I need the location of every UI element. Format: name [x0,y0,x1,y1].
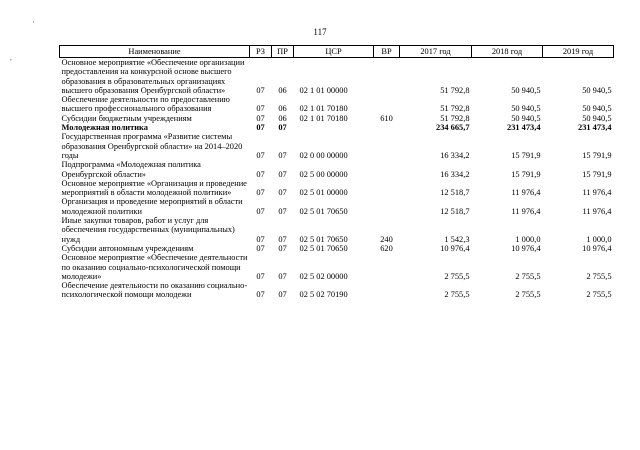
cell-2019: 15 791,9 [582,150,612,160]
page-number: 117 [313,27,327,37]
cell-csr: 02 5 01 70650 [299,234,348,244]
cell-vr [374,123,400,132]
table-row [60,95,614,114]
cell-2019: 2 755,5 [586,290,612,300]
margin-mark-left: , [10,54,12,62]
cell-vr [374,179,400,198]
cell-name: Основное мероприятие «Обеспечение организации предоставления на конкурсной основе высшего образования в образовательных организациях высшего образования Оренбургской области» [61,58,245,95]
cell-csr: 02 1 01 00000 [299,85,348,95]
cell-2018: 11 976,4 [511,188,541,198]
cell-rz: 07 [256,113,265,123]
cell-2018: 231 473,4 [507,123,541,133]
cell-name: Основное мероприятие «Организация и проведение мероприятий в области молодежной политики» [61,178,247,198]
cell-rz: 07 [256,104,265,114]
cell-pr: 06 [278,104,287,114]
cell-2018: 15 791,9 [511,169,541,179]
cell-2017: 234 665,7 [436,123,470,133]
header-2018: 2018 год [472,46,543,58]
margin-mark-top: ' [33,20,35,28]
table-row [60,216,614,244]
cell-csr: 02 0 00 00000 [299,150,348,160]
table-row [60,58,614,96]
cell-2019: 10 976,4 [582,243,612,253]
cell-rz: 07 [256,123,265,133]
cell-pr: 07 [278,271,287,281]
cell-csr: 02 5 01 70650 [299,206,348,216]
cell-2019: 2 755,5 [586,271,612,281]
header-rz: РЗ [250,46,272,58]
cell-2017: 1 542,3 [444,234,470,244]
cell-csr: 02 5 01 70650 [299,243,348,253]
cell-rz: 07 [256,85,265,95]
cell-rz: 07 [256,290,265,300]
table-row [60,244,614,253]
table-header-row [60,46,614,58]
cell-2019: 1 000,0 [586,234,612,244]
cell-pr: 07 [278,234,287,244]
cell-csr: 02 1 01 70180 [299,113,348,123]
cell-rz: 07 [256,271,265,281]
cell-rz: 07 [256,150,265,160]
cell-name: Государственная программа «Развитие системы образования Оренбургской области» на 2014–2020 годы [61,132,243,160]
cell-2019: 50 940,5 [582,113,612,123]
cell-2018: 11 976,4 [511,206,541,216]
cell-name: Молодежная политика [61,123,148,133]
cell-name: Основное мероприятие «Обеспечение деятельности по оказанию социально-психологической помощи молодежи» [61,253,248,281]
cell-2019: 15 791,9 [582,169,612,179]
table-body [60,58,614,300]
cell-2017: 16 334,2 [440,150,470,160]
cell-vr [374,160,400,179]
cell-pr: 07 [278,243,287,253]
table-row [60,160,614,179]
cell-2019: 11 976,4 [582,188,612,198]
cell-csr: 02 5 01 00000 [299,188,348,198]
cell-2019: 50 940,5 [582,104,612,114]
cell-2017: 12 518,7 [440,206,470,216]
cell-2017: 51 792,8 [440,113,470,123]
cell-vr [374,95,400,114]
table-row [60,253,614,281]
cell-2017: 51 792,8 [440,85,470,95]
cell-csr: 02 5 02 00000 [299,271,348,281]
cell-pr: 07 [278,150,287,160]
cell-2019: 11 976,4 [582,206,612,216]
cell-name: Организация и проведение мероприятий в области молодежной политики [61,197,243,216]
header-name: Наименование [60,46,250,58]
cell-2019: 231 473,4 [578,123,612,133]
table-row [60,197,614,216]
cell-vr [374,58,400,96]
header-csr: ЦСР [294,46,374,58]
cell-name: Обеспечение деятельности по оказанию социально-психологической помощи молодежи [61,281,248,300]
cell-pr: 06 [278,85,287,95]
header-2017: 2017 год [400,46,472,58]
cell-vr: 620 [380,243,393,253]
cell-2018: 50 940,5 [511,85,541,95]
budget-table [59,45,614,300]
table-row [60,179,614,198]
cell-vr: 610 [380,113,393,123]
cell-2018: 15 791,9 [511,150,541,160]
cell-2018: 2 755,5 [515,271,541,281]
cell-2018: 2 755,5 [515,290,541,300]
cell-vr [374,281,400,300]
cell-rz: 07 [256,206,265,216]
cell-csr: 02 5 02 70190 [299,290,348,300]
cell-2017: 16 334,2 [440,169,470,179]
cell-2018: 50 940,5 [511,113,541,123]
header-2019: 2019 год [543,46,614,58]
cell-2017: 10 976,4 [440,243,470,253]
cell-csr: 02 5 00 00000 [299,169,348,179]
cell-vr [374,253,400,281]
cell-rz: 07 [256,234,265,244]
cell-name: Субсидии бюджетным учреждениям [61,113,192,123]
cell-rz: 07 [256,188,265,198]
cell-vr [374,197,400,216]
cell-name: Субсидии автономным учреждениям [61,243,194,253]
cell-2017: 2 755,5 [444,290,470,300]
cell-name: Обеспечение деятельности по предоставлению высшего профессионального образования [61,95,230,114]
cell-name: Иные закупки товаров, работ и услуг для обеспечения государственных (муниципальных) нужд [61,216,235,244]
cell-rz: 07 [256,169,265,179]
cell-2019: 50 940,5 [582,85,612,95]
cell-pr: 07 [278,169,287,179]
header-vr: ВР [374,46,400,58]
table-row [60,123,614,132]
cell-2017: 2 755,5 [444,271,470,281]
header-pr: ПР [272,46,294,58]
cell-csr: 02 1 01 70180 [299,104,348,114]
cell-csr [294,123,374,132]
cell-2017: 51 792,8 [440,104,470,114]
cell-2018: 1 000,0 [515,234,541,244]
cell-2017: 12 518,7 [440,188,470,198]
table-row [60,281,614,300]
cell-vr [374,132,400,160]
cell-pr: 07 [278,188,287,198]
cell-2018: 50 940,5 [511,104,541,114]
cell-name: Подпрограмма «Молодежная политика Оренбургской области» [61,160,201,179]
cell-pr: 06 [278,113,287,123]
cell-pr: 07 [278,206,287,216]
cell-pr: 07 [278,290,287,300]
cell-rz: 07 [256,243,265,253]
cell-2018: 10 976,4 [511,243,541,253]
table-row [60,114,614,123]
table-row [60,132,614,160]
cell-vr: 240 [380,234,393,244]
cell-pr: 07 [278,123,287,133]
